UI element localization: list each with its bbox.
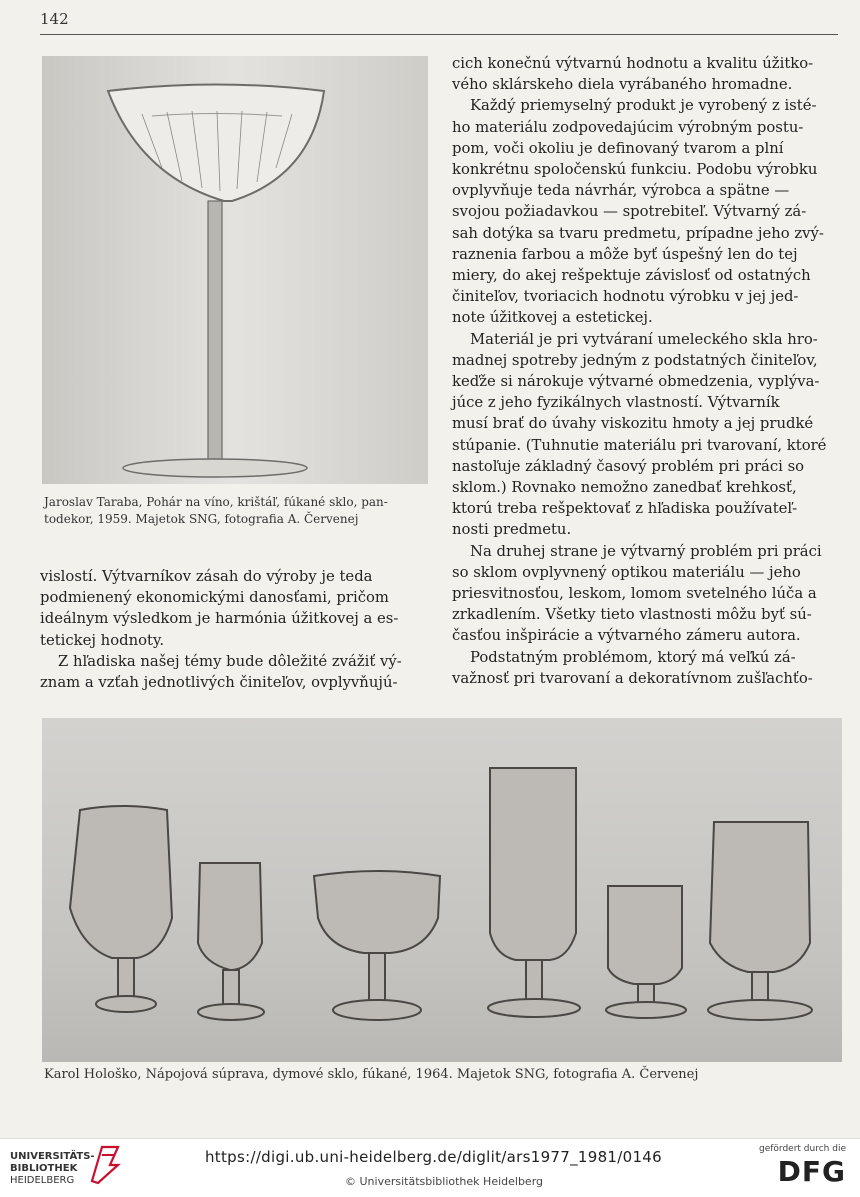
text-line: nastoľuje základný časový problém pri práci so [452,457,805,475]
text-line: svojou požiadavkou — spotrebiteľ. Výtvarný zá- [452,203,807,221]
glass-set-illustration [42,718,842,1062]
text-line: činiteľov, tvoriacich hodnotu výrobku v jej jed- [452,288,799,306]
text-line: podmienený ekonomickými danosťami, pričom [40,589,389,607]
text-line: tetickej hodnoty. [40,631,165,649]
text-line: Každý priemyselný produkt je vyrobený z isté- [470,97,817,115]
text-line: Materiál je pri vytváraní umeleckého skla hro- [470,330,818,348]
library-name [10,1151,95,1187]
dfg-logo: DFG [777,1155,846,1188]
library-logo-icon [88,1143,122,1185]
figure2-caption: Karol Hološko, Nápojová súprava, dymové sklo, fúkané, 1964. Majetok SNG, fotografia A. Červenej [44,1067,699,1082]
right-text-column [452,53,838,689]
text-line: priesvitnosťou, leskom, lomom svetelného lúča a [452,585,817,603]
text-line: konkrétnu spoločenskú funkciu. Podobu výrobku [452,161,818,179]
text-line: júce z jeho fyzikálnych vlastností. Výtvarník [452,394,780,412]
text-line: ovplyvňuje teda návrhár, výrobca a spätne — [452,182,790,200]
left-text-column [40,566,428,693]
copyright-notice: © Universitätsbibliothek Heidelberg [345,1175,544,1188]
text-line: znam a vzťah jednotlivých činiteľov, ovplyvňujú- [40,674,398,692]
text-line: ideálnym výsledkom je harmónia úžitkovej a es- [40,610,399,628]
wine-glass-illustration [42,56,428,484]
figure1-caption [44,494,434,528]
funded-by-label: gefördert durch die [759,1144,846,1154]
digitization-footer [0,1138,860,1197]
text-line: nosti predmetu. [452,521,572,539]
text-line: stúpanie. (Tuhnutie materiálu pri tvarovaní, ktoré [452,436,827,454]
text-line: Na druhej strane je výtvarný problém pri práci [470,542,822,560]
text-line: važnosť pri tvarovaní a dekoratívnom zušľachťo- [452,669,813,687]
text-line: Z hľadiska našej témy bude dôležité zvážiť vý- [58,652,402,670]
text-line: ho materiálu zodpovedajúcim výrobným postu- [452,118,804,136]
text-line: zrkadlením. Všetky tieto vlastnosti môžu byť sú- [452,606,812,624]
text-line: note úžitkovej a estetickej. [452,309,653,327]
text-line: keďže si nárokuje výtvarné obmedzenia, vyplýva- [452,373,820,391]
page-number: 142 [40,10,69,28]
text-line: časťou inšpirácie a výtvarného zámeru autora. [452,627,801,645]
text-line: vého sklárskeho diela vyrábaného hromadne. [452,76,793,94]
text-line: raznenia farbou a môže byť úspešný len do tej [452,245,798,263]
library-line: HEIDELBERG [10,1175,75,1186]
figure1-caption-line: Jaroslav Taraba, Pohár na víno, krištáľ, fúkané sklo, pan- [44,495,388,509]
text-line: miery, do akej rešpektuje závislosť od ostatných [452,267,811,285]
text-line: pom, voči okoliu je definovaný tvarom a plní [452,139,784,157]
wine-glass-photo [42,56,428,484]
text-line: ktorú treba rešpektovať z hľadiska používateľ- [452,500,798,518]
glass-set-photo [42,718,842,1062]
text-line: madnej spotreby jedným z podstatných činiteľov, [452,351,818,369]
library-line: UNIVERSITÄTS- [10,1151,95,1162]
text-line: vislostí. Výtvarníkov zásah do výroby je teda [40,568,373,585]
text-line: so sklom ovplyvnený optikou materiálu — jeho [452,563,801,581]
figure1-caption-line: todekor, 1959. Majetok SNG, fotografia A. Červenej [44,512,359,526]
header-rule [40,34,838,35]
text-line: sklom.) Rovnako nemožno zanedbať krehkosť, [452,479,797,497]
text-line: cich konečnú výtvarnú hodnotu a kvalitu úžitko- [452,55,814,72]
text-line: sah dotýka sa tvaru predmetu, prípadne jeho zvý- [452,224,824,242]
text-line: Podstatným problémom, ktorý má veľkú zá- [470,648,796,666]
library-line: BIBLIOTHEK [10,1163,78,1174]
text-line: musí brať do úvahy viskozitu hmoty a jej prudké [452,415,814,433]
permalink-url[interactable]: https://digi.ub.uni-heidelberg.de/diglit/ars1977_1981/0146 [205,1148,662,1166]
